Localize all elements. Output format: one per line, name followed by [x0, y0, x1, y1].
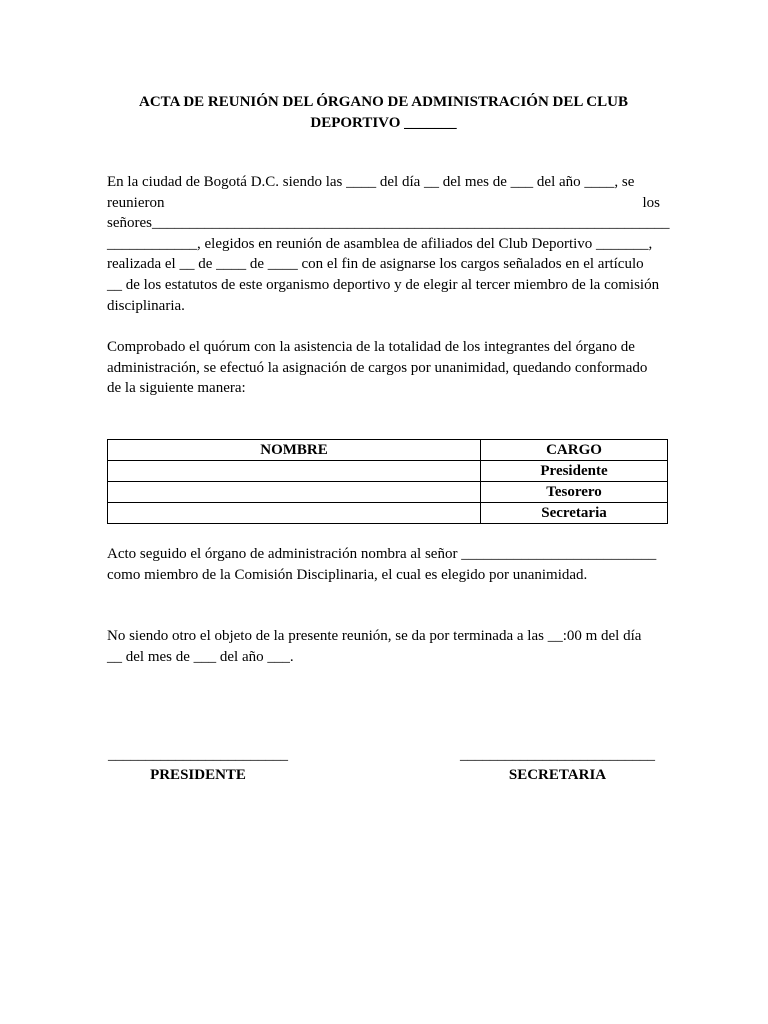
p1-line-2-start: reunieron	[107, 194, 165, 211]
signature-line-presidente: ________________________	[108, 747, 288, 763]
signature-secretaria	[459, 745, 656, 785]
p1-line-2-end: los	[642, 194, 660, 211]
p4-line-2: __ del mes de ___ del año ___.	[107, 648, 294, 665]
title-line-2: DEPORTIVO _______	[310, 115, 457, 131]
p1-line-3: señores_____________________________________________________________________	[107, 215, 670, 232]
p2-line-2: administración, se efectuó la asignación de cargos por unanimidad, quedando conformado	[107, 359, 648, 376]
header-nombre: NOMBRE	[108, 440, 481, 461]
table-row	[108, 503, 668, 524]
p1-line-6: __ de los estatutos de este organismo deportivo y de elegir al tercer miembro de la comisión	[107, 276, 660, 293]
cell-cargo: Presidente	[481, 461, 668, 482]
cell-nombre	[108, 461, 481, 482]
cell-cargo: Secretaria	[481, 503, 668, 524]
signature-line-secretaria: __________________________	[460, 747, 655, 763]
p3-line-2: como miembro de la Comisión Disciplinaria, el cual es elegido por unanimidad.	[107, 566, 588, 583]
table-row	[108, 482, 668, 503]
cargos-table	[107, 439, 668, 524]
cell-cargo: Tesorero	[481, 482, 668, 503]
paragraph-commission	[107, 544, 660, 585]
signature-label-presidente: PRESIDENTE	[150, 767, 246, 783]
table-header-row	[108, 440, 668, 461]
p2-line-3: de la siguiente manera:	[107, 380, 246, 397]
p1-line-5: realizada el __ de ____ de ____ con el fin de asignarse los cargos señalados en el artículo	[107, 256, 644, 273]
cell-nombre	[108, 503, 481, 524]
cell-nombre	[108, 482, 481, 503]
p3-line-1: Acto seguido el órgano de administración nombra al señor __________________________	[107, 546, 657, 562]
paragraph-quorum	[107, 337, 660, 399]
p2-line-1: Comprobado el quórum con la asistencia de la totalidad de los integrantes del órgano de	[107, 339, 635, 355]
table-row	[108, 461, 668, 482]
p1-line-4: ____________, elegidos en reunión de asamblea de afiliados del Club Deportivo _______,	[107, 235, 653, 252]
p1-line-7: disciplinaria.	[107, 297, 185, 314]
paragraph-closing	[107, 626, 660, 667]
title-line-1: ACTA DE REUNIÓN DEL ÓRGANO DE ADMINISTRACIÓN DEL CLUB	[139, 94, 628, 110]
signature-label-secretaria: SECRETARIA	[508, 767, 607, 783]
document-title	[107, 92, 660, 134]
p1-line-2	[107, 193, 660, 214]
paragraph-opening	[107, 172, 670, 316]
p4-line-1: No siendo otro el objeto de la presente reunión, se da por terminada a las __:00 m del día	[107, 628, 642, 644]
signature-presidente	[107, 745, 289, 785]
header-cargo: CARGO	[481, 440, 668, 461]
p1-line-1: En la ciudad de Bogotá D.C. siendo las ____ del día __ del mes de ___ del año ____, se	[107, 174, 635, 190]
